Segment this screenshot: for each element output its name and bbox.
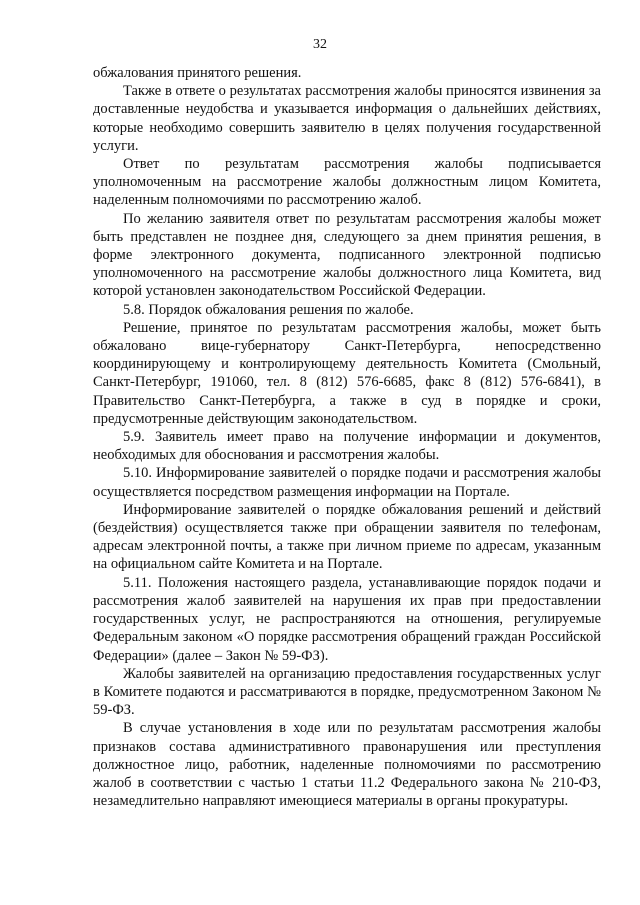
paragraph: Жалобы заявителей на организацию предоставления государственных услуг в Комитете подаются и рассматриваются в порядке, предусмотренном Законом № 59-ФЗ. <box>93 665 601 719</box>
section-heading-5-8: 5.8. Порядок обжалования решения по жалобе. <box>123 301 414 318</box>
section-paragraph-5-11: 5.11. Положения настоящего раздела, устанавливающие порядок подачи и рассмотрения жалоб заявителей на нарушения их прав при предоставлении государственных услуг, не распространяются на отношения, регулируемые Федеральным законом «О порядке рассмотрения обращений граждан Российской Федерации» (далее – Закон № 59-ФЗ). <box>93 574 601 664</box>
paragraph: Информирование заявителей о порядке обжалования решений и действий (бездействия) осуществляется также при обращении заявителя по телефонам, адресам электронной почты, а также при личном приеме по адресам, указанным на официальном сайте Комитета и на Портале. <box>93 501 601 573</box>
paragraph: Также в ответе о результатах рассмотрения жалобы приносятся извинения за доставленные неудобства и указывается информация о дальнейших действиях, которые необходимо совершить заявителю в целях получения государственной услуги. <box>93 83 601 154</box>
page-number: 32 <box>313 37 327 52</box>
paragraph: обжалования принятого решения. <box>93 65 302 81</box>
paragraph: Решение, принятое по результатам рассмотрения жалобы, может быть обжаловано вице-губернатору Санкт-Петербурга, непосредственно координирующему и контролирующему деятельность Комитета (Смольный, Санкт-Петербург, 191060, тел. 8 (812) 576-6685, факс 8 (812) 576-6841), в Правительство Санкт-Петербурга, а также в суд в порядке и сроки, предусмотренные действующим законодательством. <box>93 319 601 427</box>
paragraph: В случае установления в ходе или по результатам рассмотрения жалобы признаков состава административного правонарушения или преступления должностное лицо, работник, наделенные полномочиями по рассмотрению жалоб в соответствии с частью 1 статьи 11.2 Федерального закона № 210-ФЗ, незамедлительно направляют имеющиеся материалы в органы прокуратуры. <box>93 720 601 810</box>
paragraph: Ответ по результатам рассмотрения жалобы подписывается уполномоченным на рассмотрение жалобы должностным лицом Комитета, наделенным полномочиями по рассмотрению жалоб. <box>93 156 601 209</box>
document-body <box>93 64 601 810</box>
section-paragraph-5-9: 5.9. Заявитель имеет право на получение информации и документов, необходимых для обоснования и рассмотрения жалобы. <box>93 429 601 464</box>
paragraph: По желанию заявителя ответ по результатам рассмотрения жалобы может быть представлен не позднее дня, следующего за днем принятия решения, в форме электронного документа, подписанного электронной подписью уполномоченного на рассмотрение жалобы должностного лица Комитета, вид которой установлен законодательством Российской Федерации. <box>93 210 601 300</box>
section-paragraph-5-10: 5.10. Информирование заявителей о порядке подачи и рассмотрения жалобы осуществляется посредством размещения информации на Портале. <box>93 465 601 500</box>
